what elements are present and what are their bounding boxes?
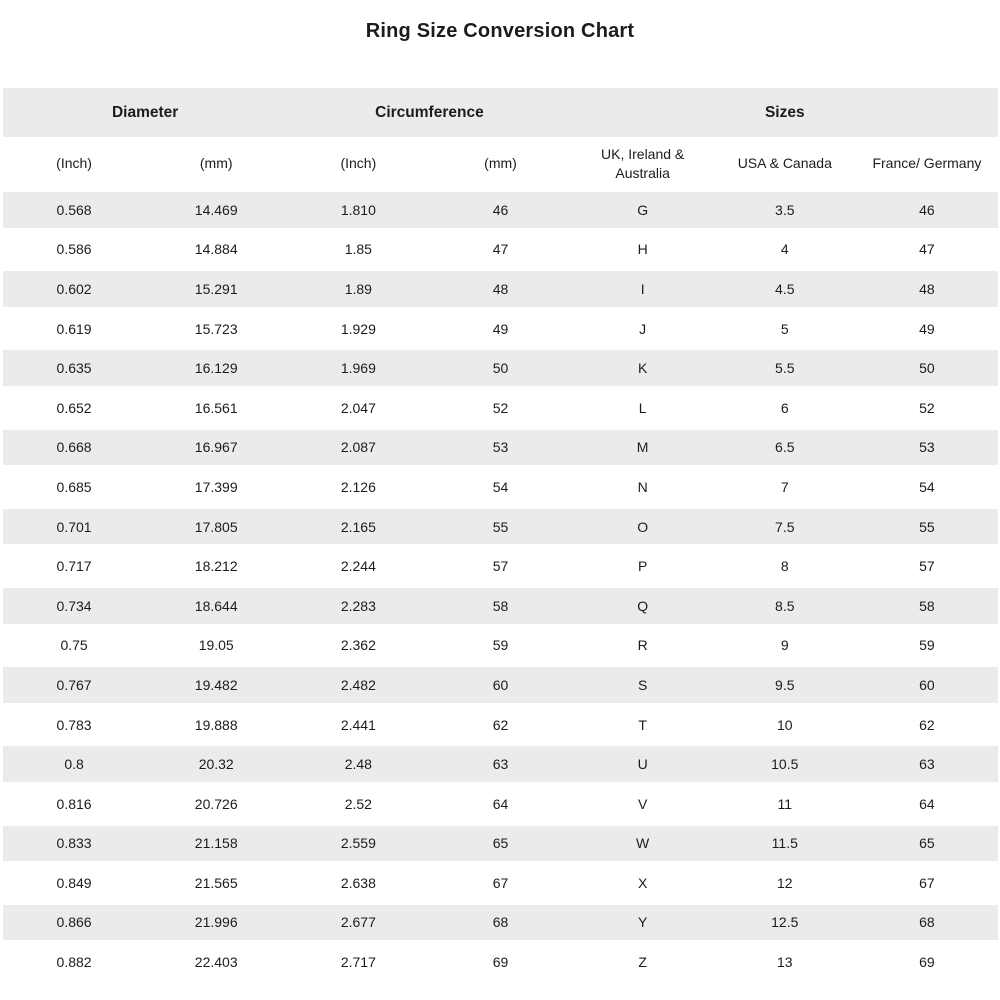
table-body bbox=[3, 190, 998, 982]
table-cell: 16.561 bbox=[145, 388, 287, 428]
table-cell: 53 bbox=[429, 428, 571, 468]
table-cell: 57 bbox=[429, 546, 571, 586]
column-header-mm: (mm) bbox=[145, 137, 287, 190]
table-cell: P bbox=[572, 546, 714, 586]
table-cell: 8 bbox=[714, 546, 856, 586]
ring-size-conversion-table bbox=[3, 88, 998, 982]
table-cell: 0.734 bbox=[3, 586, 145, 626]
table-row bbox=[3, 744, 998, 784]
table-cell: 2.165 bbox=[287, 507, 429, 547]
group-header-diameter: Diameter bbox=[3, 88, 287, 137]
table-cell: 0.652 bbox=[3, 388, 145, 428]
table-cell: 0.866 bbox=[3, 903, 145, 943]
table-cell: 62 bbox=[856, 705, 998, 745]
column-header-row bbox=[3, 137, 998, 190]
table-cell: 0.619 bbox=[3, 309, 145, 349]
table-cell: 68 bbox=[429, 903, 571, 943]
table-cell: 68 bbox=[856, 903, 998, 943]
table-cell: 12 bbox=[714, 863, 856, 903]
table-cell: 7.5 bbox=[714, 507, 856, 547]
table-cell: 67 bbox=[429, 863, 571, 903]
table-cell: 69 bbox=[856, 942, 998, 982]
table-cell: Z bbox=[572, 942, 714, 982]
table-cell: 2.52 bbox=[287, 784, 429, 824]
table-cell: 11.5 bbox=[714, 824, 856, 864]
table-row bbox=[3, 546, 998, 586]
table-cell: 17.399 bbox=[145, 467, 287, 507]
table-cell: 0.75 bbox=[3, 626, 145, 666]
table-cell: 18.212 bbox=[145, 546, 287, 586]
table-cell: 1.969 bbox=[287, 348, 429, 388]
page-title: Ring Size Conversion Chart bbox=[365, 20, 635, 42]
column-header-inch: (Inch) bbox=[287, 137, 429, 190]
table-cell: T bbox=[572, 705, 714, 745]
table-cell: 52 bbox=[856, 388, 998, 428]
table-cell: 46 bbox=[856, 190, 998, 230]
table-row bbox=[3, 626, 998, 666]
table-cell: 2.126 bbox=[287, 467, 429, 507]
column-header-inch: (Inch) bbox=[3, 137, 145, 190]
table-cell: 48 bbox=[429, 269, 571, 309]
table-cell: 2.362 bbox=[287, 626, 429, 666]
table-row bbox=[3, 428, 998, 468]
table-cell: L bbox=[572, 388, 714, 428]
table-cell: 0.635 bbox=[3, 348, 145, 388]
table-cell: 0.767 bbox=[3, 665, 145, 705]
table-cell: J bbox=[572, 309, 714, 349]
table-cell: 57 bbox=[856, 546, 998, 586]
table-cell: 7 bbox=[714, 467, 856, 507]
table-cell: W bbox=[572, 824, 714, 864]
table-head bbox=[3, 88, 998, 190]
table-cell: Q bbox=[572, 586, 714, 626]
table-cell: 19.482 bbox=[145, 665, 287, 705]
table-cell: 2.559 bbox=[287, 824, 429, 864]
table-cell: 49 bbox=[429, 309, 571, 349]
table-cell: 63 bbox=[429, 744, 571, 784]
table-cell: 16.129 bbox=[145, 348, 287, 388]
table-cell: 69 bbox=[429, 942, 571, 982]
table-cell: 15.723 bbox=[145, 309, 287, 349]
table-cell: 54 bbox=[856, 467, 998, 507]
table-cell: 65 bbox=[856, 824, 998, 864]
table-cell: K bbox=[572, 348, 714, 388]
table-cell: 54 bbox=[429, 467, 571, 507]
table-cell: 46 bbox=[429, 190, 571, 230]
table-cell: 48 bbox=[856, 269, 998, 309]
table-row bbox=[3, 784, 998, 824]
table-cell: M bbox=[572, 428, 714, 468]
table-cell: 5.5 bbox=[714, 348, 856, 388]
table-cell: 0.701 bbox=[3, 507, 145, 547]
table-cell: G bbox=[572, 190, 714, 230]
group-header-row bbox=[3, 88, 998, 137]
table-cell: 0.685 bbox=[3, 467, 145, 507]
table-cell: 3.5 bbox=[714, 190, 856, 230]
table-cell: 15.291 bbox=[145, 269, 287, 309]
table-cell: U bbox=[572, 744, 714, 784]
table-cell: 2.48 bbox=[287, 744, 429, 784]
table-cell: 19.888 bbox=[145, 705, 287, 745]
column-header-usa-canada: USA & Canada bbox=[714, 137, 856, 190]
table-cell: 16.967 bbox=[145, 428, 287, 468]
table-cell: 17.805 bbox=[145, 507, 287, 547]
table-cell: 64 bbox=[856, 784, 998, 824]
table-row bbox=[3, 309, 998, 349]
table-cell: 4 bbox=[714, 230, 856, 270]
table-cell: R bbox=[572, 626, 714, 666]
table-cell: 0.849 bbox=[3, 863, 145, 903]
table-cell: 0.833 bbox=[3, 824, 145, 864]
table-cell: 1.810 bbox=[287, 190, 429, 230]
table-cell: 58 bbox=[856, 586, 998, 626]
table-cell: 49 bbox=[856, 309, 998, 349]
table-cell: 2.047 bbox=[287, 388, 429, 428]
table-cell: 0.586 bbox=[3, 230, 145, 270]
table-cell: 64 bbox=[429, 784, 571, 824]
table-cell: 0.783 bbox=[3, 705, 145, 745]
table-cell: 12.5 bbox=[714, 903, 856, 943]
table-cell: 0.816 bbox=[3, 784, 145, 824]
table-row bbox=[3, 348, 998, 388]
table-row bbox=[3, 190, 998, 230]
table-cell: N bbox=[572, 467, 714, 507]
table-cell: 47 bbox=[856, 230, 998, 270]
table-cell: 21.565 bbox=[145, 863, 287, 903]
table-cell: S bbox=[572, 665, 714, 705]
group-header-sizes: Sizes bbox=[572, 88, 998, 137]
table-cell: 20.726 bbox=[145, 784, 287, 824]
table-cell: 10.5 bbox=[714, 744, 856, 784]
table-cell: 6.5 bbox=[714, 428, 856, 468]
table-row bbox=[3, 230, 998, 270]
table-row bbox=[3, 507, 998, 547]
table-cell: 63 bbox=[856, 744, 998, 784]
table-cell: 62 bbox=[429, 705, 571, 745]
table-cell: 1.85 bbox=[287, 230, 429, 270]
table-cell: 14.469 bbox=[145, 190, 287, 230]
table-cell: 9 bbox=[714, 626, 856, 666]
table-row bbox=[3, 705, 998, 745]
column-header-france-germany: France/ Germany bbox=[856, 137, 998, 190]
table-cell: 21.158 bbox=[145, 824, 287, 864]
table-cell: 13 bbox=[714, 942, 856, 982]
table-row bbox=[3, 942, 998, 982]
table-cell: 20.32 bbox=[145, 744, 287, 784]
table-row bbox=[3, 586, 998, 626]
table-cell: 11 bbox=[714, 784, 856, 824]
table-cell: 2.482 bbox=[287, 665, 429, 705]
table-cell: 52 bbox=[429, 388, 571, 428]
table-cell: 53 bbox=[856, 428, 998, 468]
table-row bbox=[3, 467, 998, 507]
table-cell: 55 bbox=[856, 507, 998, 547]
table-cell: 59 bbox=[856, 626, 998, 666]
table-cell: 0.8 bbox=[3, 744, 145, 784]
table-cell: 2.677 bbox=[287, 903, 429, 943]
table-cell: 0.717 bbox=[3, 546, 145, 586]
table-cell: 50 bbox=[856, 348, 998, 388]
table-cell: 50 bbox=[429, 348, 571, 388]
table-cell: 2.244 bbox=[287, 546, 429, 586]
table-cell: 67 bbox=[856, 863, 998, 903]
table-cell: 5 bbox=[714, 309, 856, 349]
column-header-mm: (mm) bbox=[429, 137, 571, 190]
table-cell: 6 bbox=[714, 388, 856, 428]
table-cell: 58 bbox=[429, 586, 571, 626]
table-cell: 2.283 bbox=[287, 586, 429, 626]
table-cell: 10 bbox=[714, 705, 856, 745]
table-cell: 14.884 bbox=[145, 230, 287, 270]
table-cell: 2.087 bbox=[287, 428, 429, 468]
table-cell: 47 bbox=[429, 230, 571, 270]
table-cell: 55 bbox=[429, 507, 571, 547]
table-cell: 4.5 bbox=[714, 269, 856, 309]
table-cell: O bbox=[572, 507, 714, 547]
table-cell: 65 bbox=[429, 824, 571, 864]
table-cell: 19.05 bbox=[145, 626, 287, 666]
table-row bbox=[3, 388, 998, 428]
table-row bbox=[3, 824, 998, 864]
table-cell: 22.403 bbox=[145, 942, 287, 982]
table-cell: 0.568 bbox=[3, 190, 145, 230]
table-cell: 0.602 bbox=[3, 269, 145, 309]
table-cell: 1.89 bbox=[287, 269, 429, 309]
table-cell: 2.638 bbox=[287, 863, 429, 903]
table-cell: 0.668 bbox=[3, 428, 145, 468]
table-cell: 9.5 bbox=[714, 665, 856, 705]
table-cell: H bbox=[572, 230, 714, 270]
table-row bbox=[3, 903, 998, 943]
group-header-circumference: Circumference bbox=[287, 88, 571, 137]
table-cell: 0.882 bbox=[3, 942, 145, 982]
table-cell: 1.929 bbox=[287, 309, 429, 349]
table-cell: 2.717 bbox=[287, 942, 429, 982]
table-cell: 59 bbox=[429, 626, 571, 666]
table-cell: 60 bbox=[429, 665, 571, 705]
table-row bbox=[3, 863, 998, 903]
table-cell: X bbox=[572, 863, 714, 903]
table-cell: 8.5 bbox=[714, 586, 856, 626]
table-row bbox=[3, 665, 998, 705]
table-cell: I bbox=[572, 269, 714, 309]
table-cell: Y bbox=[572, 903, 714, 943]
table-cell: 60 bbox=[856, 665, 998, 705]
table-row bbox=[3, 269, 998, 309]
table-cell: 21.996 bbox=[145, 903, 287, 943]
table-cell: 2.441 bbox=[287, 705, 429, 745]
column-header-uk-ireland-australia: UK, Ireland & Australia bbox=[572, 137, 714, 190]
table-cell: V bbox=[572, 784, 714, 824]
table-cell: 18.644 bbox=[145, 586, 287, 626]
